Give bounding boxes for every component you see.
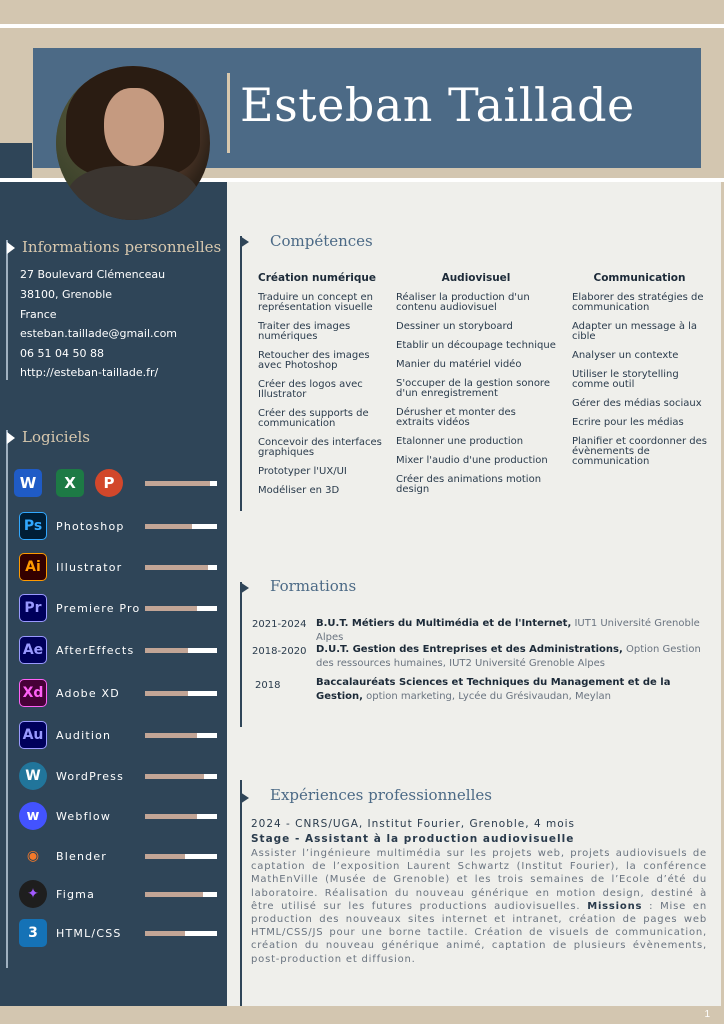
address-country: France xyxy=(20,308,57,321)
skill-item: Planifier et coordonner des évènements de communication xyxy=(572,436,708,467)
name-accent-bar xyxy=(227,73,230,153)
software-level-bar xyxy=(145,691,217,696)
missions-text: : Mise en production des nouveaux sites internet et intranet, création de pages web HTML/CSS/JS pour une borne tactile. Création de visuels de communication, création du nouveau générique animé, captation de plusieurs évènements, post-production et diffusion. xyxy=(251,900,707,965)
software-level-fill xyxy=(145,524,192,529)
word-icon: W xyxy=(14,469,42,497)
wordpress-icon: W xyxy=(19,762,47,790)
software-marker-icon xyxy=(7,432,15,444)
education-detail: Option Gestion des ressources humaines, IUT2 Université Grenoble Alpes xyxy=(316,644,701,669)
education-entry xyxy=(316,676,711,704)
webflow-icon: w xyxy=(19,802,47,830)
skill-item: Ecrire pour les médias xyxy=(572,417,684,428)
experience-title: Stage - Assistant à la production audiovisuelle xyxy=(251,833,575,845)
website-link[interactable]: http://esteban-taillade.fr/ xyxy=(20,366,159,379)
software-level-bar xyxy=(145,648,217,653)
software-label: Adobe XD xyxy=(56,687,120,700)
skill-item: Dérusher et monter des extraits vidéos xyxy=(396,407,516,428)
premiere-icon: Pr xyxy=(19,594,47,622)
personal-marker-icon xyxy=(7,242,15,254)
software-label: Premiere Pro xyxy=(56,602,141,615)
experience-marker-icon xyxy=(240,792,249,804)
illustrator-icon: Ai xyxy=(19,553,47,581)
person-name: Esteban Taillade xyxy=(240,78,635,132)
blender-icon: ◉ xyxy=(26,848,40,864)
software-level-fill xyxy=(145,892,203,897)
aftereffects-icon: Ae xyxy=(19,636,47,664)
skill-item: Etablir un découpage technique xyxy=(396,340,556,351)
software-label: AfterEffects xyxy=(56,644,135,657)
skill-item: Prototyper l'UX/UI xyxy=(258,466,347,477)
education-detail: option marketing, Lycée du Grésivaudan, Meylan xyxy=(362,691,611,702)
software-label: WordPress xyxy=(56,770,125,783)
education-entry xyxy=(316,617,711,645)
skills-marker-icon xyxy=(240,236,249,248)
education-marker-icon xyxy=(240,582,249,594)
skills-rule xyxy=(240,236,242,511)
education-detail: IUT1 Université Grenoble Alpes xyxy=(316,618,700,643)
software-level-fill xyxy=(145,931,185,936)
experience-description xyxy=(251,847,707,966)
skills-column xyxy=(396,272,556,504)
top-stripe xyxy=(0,0,724,24)
experience-heading: Expériences professionnelles xyxy=(270,786,492,804)
software-level-fill xyxy=(145,814,197,819)
experience-employer: 2024 - CNRS/UGA, Institut Fourier, Grenoble, 4 mois xyxy=(251,818,575,830)
office-level-bar xyxy=(145,481,217,486)
skill-item: Réaliser la production d'un contenu audiovisuel xyxy=(396,292,530,313)
skill-item: Concevoir des interfaces graphiques xyxy=(258,437,382,458)
education-heading: Formations xyxy=(270,577,357,595)
skill-item: Utiliser le storytelling comme outil xyxy=(572,369,679,390)
skill-item: Gérer des médias sociaux xyxy=(572,398,702,409)
education-entry xyxy=(316,643,711,671)
software-label: Blender xyxy=(56,850,108,863)
css-icon: 3 xyxy=(19,919,47,947)
excel-icon: X xyxy=(56,469,84,497)
skill-item: Traiter des images numériques xyxy=(258,321,351,342)
skill-item: Mixer l'audio d'une production xyxy=(396,455,548,466)
software-level-bar xyxy=(145,892,217,897)
software-level-fill xyxy=(145,774,204,779)
phone-number: 06 51 04 50 88 xyxy=(20,347,104,360)
personal-rule xyxy=(6,240,8,380)
software-level-bar xyxy=(145,606,217,611)
skill-item: Dessiner un storyboard xyxy=(396,321,513,332)
education-year: 2018-2020 xyxy=(252,646,307,657)
software-level-bar xyxy=(145,733,217,738)
education-rule xyxy=(240,582,242,727)
software-label: HTML/CSS xyxy=(56,927,122,940)
software-heading: Logiciels xyxy=(22,428,90,446)
software-level-bar xyxy=(145,854,217,859)
address-street: 27 Boulevard Clémenceau xyxy=(20,268,166,281)
photo-face xyxy=(104,88,164,166)
skills-heading: Compétences xyxy=(270,232,373,250)
skills-column-title: Création numérique xyxy=(258,272,376,284)
software-level-bar xyxy=(145,524,217,529)
sidebar-top xyxy=(0,143,32,182)
bottom-stripe xyxy=(0,1006,724,1024)
photo-coat xyxy=(68,166,198,220)
powerpoint-icon: P xyxy=(95,469,123,497)
software-level-bar xyxy=(145,565,217,570)
skill-item: Créer des logos avec Illustrator xyxy=(258,379,363,400)
software-label: Figma xyxy=(56,888,96,901)
experience-summary: Assister l’ingénieure multimédia sur les projets web, projets audiovisuels de captation de l’exposition Laurent Schwartz (Institut Fourier), la conférence MathEnVille (Musée de Grenoble) et les trois semaines de l’Ecole d’été du laboratoire. Réalisation du nouveau générique en motion design, destiné à être utilisé sur les futures productions audiovisuelles. xyxy=(251,848,707,912)
software-level-fill xyxy=(145,606,197,611)
software-level-fill xyxy=(145,733,197,738)
software-label: Webflow xyxy=(56,810,112,823)
skill-item: Etalonner une production xyxy=(396,436,524,447)
xd-icon: Xd xyxy=(19,679,47,707)
office-level-fill xyxy=(145,481,210,486)
skill-item: Elaborer des stratégies de communication xyxy=(572,292,704,313)
missions-label: Missions xyxy=(587,900,643,912)
skill-item: Créer des supports de communication xyxy=(258,408,369,429)
software-level-fill xyxy=(145,648,188,653)
software-label: Photoshop xyxy=(56,520,125,533)
software-level-fill xyxy=(145,565,208,570)
skill-item: Retoucher des images avec Photoshop xyxy=(258,350,370,371)
education-year: 2018 xyxy=(255,680,281,691)
software-label: Audition xyxy=(56,729,112,742)
software-rule xyxy=(6,430,8,968)
skill-item: Analyser un contexte xyxy=(572,350,679,361)
software-level-bar xyxy=(145,931,217,936)
skill-item: Traduire un concept en représentation visuelle xyxy=(258,292,373,313)
audition-icon: Au xyxy=(19,721,47,749)
education-year: 2021-2024 xyxy=(252,619,307,630)
skill-item: S'occuper de la gestion sonore d'un enregistrement xyxy=(396,378,550,399)
address-city: 38100, Grenoble xyxy=(20,288,113,301)
skill-item: Adapter un message à la cible xyxy=(572,321,698,342)
email-link[interactable]: esteban.taillade@gmail.com xyxy=(20,327,178,340)
personal-heading: Informations personnelles xyxy=(22,238,222,256)
software-level-bar xyxy=(145,814,217,819)
skills-column-title: Communication xyxy=(593,272,686,284)
software-label: Illustrator xyxy=(56,561,123,574)
education-degree: D.U.T. Gestion des Entreprises et des Administrations, xyxy=(316,644,623,655)
education-degree: Baccalauréats Sciences et Techniques du Management et de la Gestion, xyxy=(316,677,671,702)
profile-photo xyxy=(56,66,210,220)
top-line xyxy=(0,24,724,28)
experience-rule xyxy=(240,780,242,1006)
skills-column-title: Audiovisuel xyxy=(441,272,511,284)
page-number: 1 xyxy=(704,1009,710,1020)
photoshop-icon: Ps xyxy=(19,512,47,540)
software-level-fill xyxy=(145,854,185,859)
education-degree: B.U.T. Métiers du Multimédia et de l'Internet, xyxy=(316,618,572,629)
skills-column xyxy=(572,272,707,476)
software-level-bar xyxy=(145,774,217,779)
skills-column xyxy=(258,272,386,505)
skill-item: Créer des animations motion design xyxy=(396,474,542,495)
skill-item: Modéliser en 3D xyxy=(258,485,340,496)
skill-item: Manier du matériel vidéo xyxy=(396,359,522,370)
software-level-fill xyxy=(145,691,188,696)
figma-icon: ✦ xyxy=(19,880,47,908)
